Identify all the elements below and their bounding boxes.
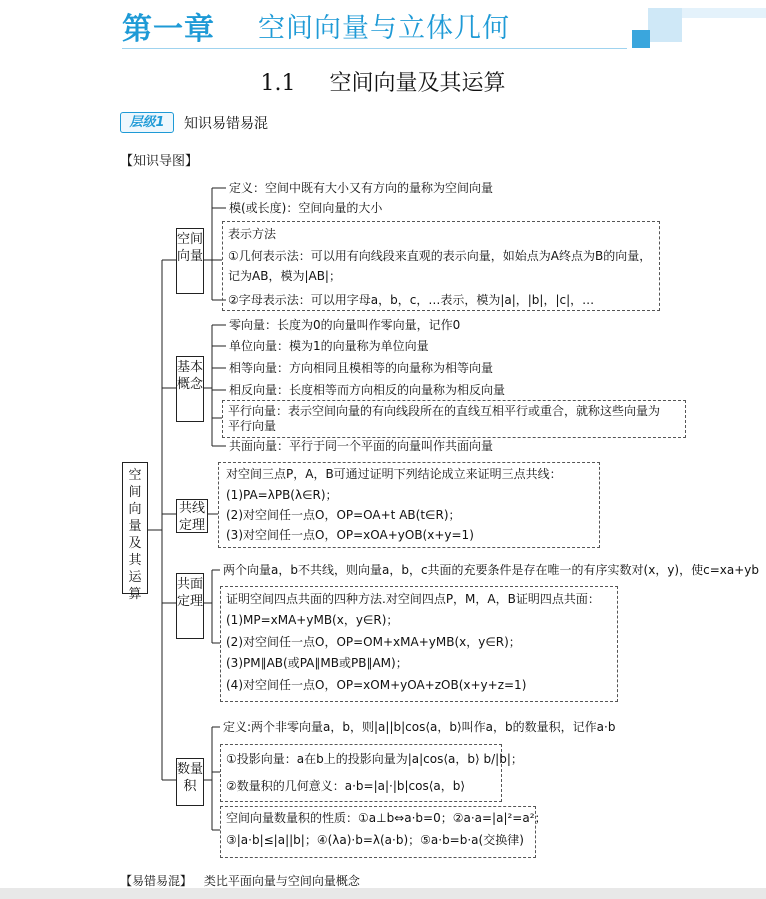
collinear-condition-1: (1)PA=λPB(λ∈R)； bbox=[226, 488, 338, 502]
branch-coplanar bbox=[176, 573, 204, 639]
branch-vector-label: 空间向量 bbox=[177, 232, 204, 264]
mindmap-root bbox=[122, 462, 148, 602]
branch-dot bbox=[176, 758, 204, 806]
parallel-vector-line2: 平行向量 bbox=[228, 419, 277, 433]
footer-line bbox=[120, 872, 360, 889]
equal-vector: 相等向量：方向相同且模相等的向量称为相等向量 bbox=[229, 361, 494, 375]
branch-basic-label: 基本概念 bbox=[177, 360, 204, 392]
coplanar-method-1: (1)MP=xMA+yMB(x，y∈R)； bbox=[226, 613, 399, 627]
geometric-notation-line2: 记为AB，模为|AB|； bbox=[228, 269, 341, 283]
collinear-condition-3: (3)对空间任一点O，OP=xOA+yOB(x+y=1) bbox=[226, 528, 474, 542]
collinear-intro: 对空间三点P，A，B可通过证明下列结论成立来证明三点共线： bbox=[226, 467, 562, 481]
letter-notation: ②字母表示法：可以用字母a，b，c，…表示，模为|a|，|b|，|c|，… bbox=[228, 293, 595, 307]
footer-label: 【易错易混】 bbox=[120, 874, 193, 888]
coplanar-methods-intro: 证明空间四点共面的四种方法.对空间四点P，M，A，B证明四点共面： bbox=[226, 592, 600, 606]
coplanar-vector: 共面向量：平行于同一个平面的向量叫作共面向量 bbox=[229, 439, 494, 453]
vector-definition: 定义：空间中既有大小又有方向的量称为空间向量 bbox=[229, 181, 494, 195]
footer-text: 类比平面向量与空间向量概念 bbox=[203, 874, 360, 888]
notation-title: 表示方法 bbox=[228, 227, 277, 241]
coplanar-method-4: (4)对空间任一点O，OP=xOM+yOA+zOB(x+y+z=1) bbox=[226, 678, 527, 692]
collinear-condition-2: (2)对空间任一点O，OP=OA+t AB(t∈R)； bbox=[226, 508, 461, 522]
coplanar-method-3: (3)PM∥AB(或PA∥MB或PB∥AM)； bbox=[226, 656, 408, 670]
branch-coplanar-label: 共面定理 bbox=[177, 577, 204, 609]
chapter-label: 第一章 bbox=[122, 12, 215, 47]
coplanar-method-2: (2)对空间任一点O，OP=OM+xMA+yMB(x，y∈R)； bbox=[226, 635, 521, 649]
level-badge: 层级1 bbox=[120, 112, 174, 133]
opposite-vector: 相反向量：长度相等而方向相反的向量称为相反向量 bbox=[229, 383, 506, 397]
vector-modulus: 模(或长度)：空间向量的大小 bbox=[229, 201, 383, 215]
bottom-strip bbox=[0, 888, 766, 899]
unit-vector: 单位向量：模为1的向量称为单位向量 bbox=[229, 339, 429, 353]
section-name: 空间向量及其运算 bbox=[329, 71, 506, 96]
level-title: 知识易错易混 bbox=[184, 116, 268, 132]
dot-definition: 定义:两个非零向量a，b，则|a||b|cos⟨a，b⟩叫作a，b的数量积，记作a·b bbox=[223, 720, 616, 734]
dot-properties-line2: ③|a·b|≤|a||b|；④(λa)·b=λ(a·b)；⑤a·b=b·a(交换律) bbox=[226, 833, 524, 847]
projection-vector: ①投影向量：a在b上的投影向量为|a|cos⟨a，b⟩ b/|b|； bbox=[226, 752, 523, 766]
zero-vector: 零向量：长度为0的向量叫作零向量，记作0 bbox=[229, 318, 461, 332]
chapter-title: 空间向量与立体几何 bbox=[258, 13, 510, 44]
coplanar-theorem: 两个向量a，b不共线，则向量a，b，c共面的充要条件是存在唯一的有序实数对(x，y)，使c=xa+yb bbox=[223, 563, 759, 577]
branch-basic bbox=[176, 356, 204, 422]
parallel-vector-line1: 平行向量：表示空间向量的有向线段所在的直线互相平行或重合，就称这些向量为 bbox=[228, 404, 661, 418]
section-number: 1.1 bbox=[260, 71, 296, 96]
branch-vector bbox=[176, 228, 204, 294]
dot-geometric-meaning: ②数量积的几何意义：a·b=|a|·|b|cos⟨a，b⟩ bbox=[226, 779, 466, 793]
dot-properties-line1: 空间向量数量积的性质：①a⊥b⇔a·b=0；②a·a=|a|²=a²； bbox=[226, 811, 547, 825]
branch-dot-label: 数量积 bbox=[177, 762, 204, 794]
mindmap-label: 【知识导图】 bbox=[120, 154, 199, 169]
root-label: 空间向量及其运算 bbox=[128, 468, 142, 602]
branch-collinear bbox=[176, 499, 208, 533]
geometric-notation-line1: ①几何表示法：可以用有向线段来直观的表示向量，如始点为A终点为B的向量， bbox=[228, 249, 652, 263]
branch-collinear-label: 共线定理 bbox=[178, 501, 205, 533]
